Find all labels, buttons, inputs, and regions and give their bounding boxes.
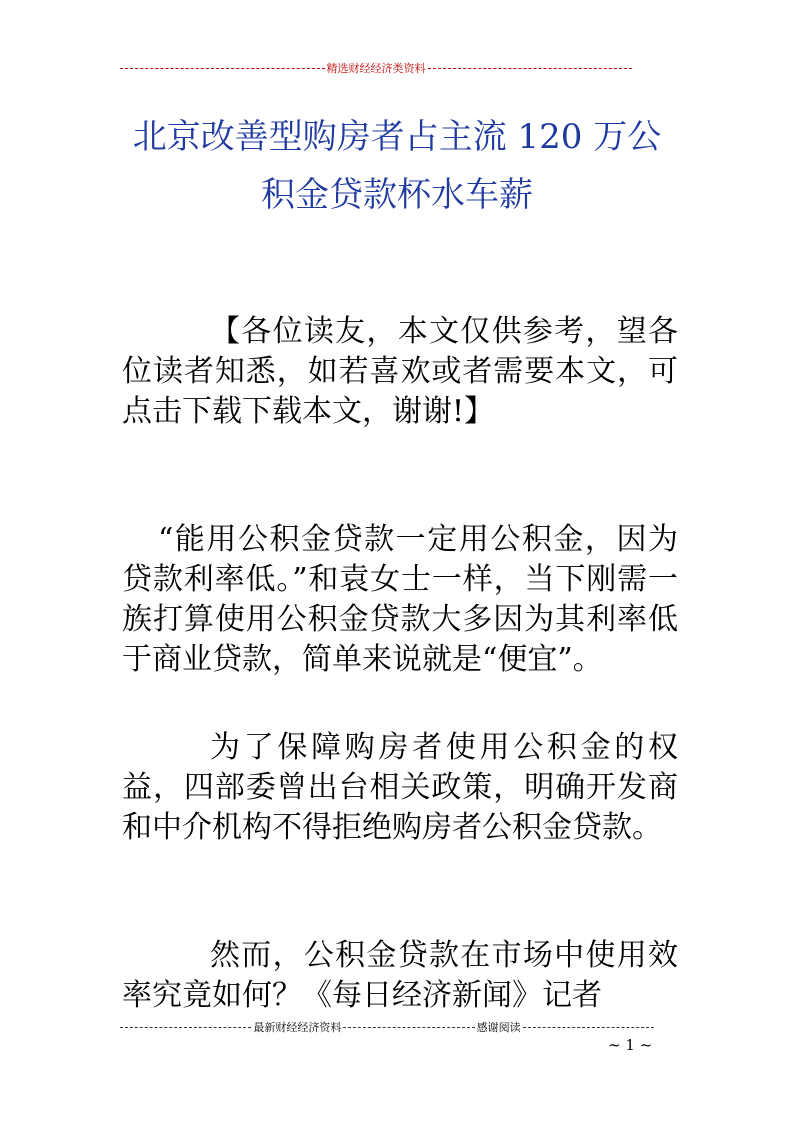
footer-dash-right — [523, 1027, 654, 1028]
page-footer — [120, 1018, 654, 1036]
footer-dash-left — [120, 1027, 251, 1028]
footer-dash-middle — [343, 1027, 474, 1028]
body-paragraph-1: “能用公积金贷款一定用公积金，因为贷款利率低。”和袁女士一样，当下刚需一族打算使用公积金贷款大多因为其利率低于商业贷款，简单来说就是“便宜”。 — [122, 522, 678, 677]
header-dash-right — [428, 68, 633, 69]
page-number: ~ 1 ~ — [608, 1036, 653, 1054]
footer-left-text: 最新财经经济资料 — [253, 1021, 342, 1034]
header-text: 精选财经经济类资料 — [326, 62, 426, 75]
title-line-1: 北京改善型购房者占主流 120 万公 — [132, 117, 662, 157]
document-title — [100, 108, 694, 224]
page-header — [120, 58, 632, 78]
body-paragraph-2: 为了保障购房者使用公积金的权益，四部委曾出台相关政策，明确开发商和中介机构不得拒绝购房者公积金贷款。 — [122, 730, 678, 845]
intro-paragraph: 【各位读友，本文仅供参考，望各位读者知悉，如若喜欢或者需要本文，可点击下载下载本文，谢谢!】 — [122, 314, 678, 429]
header-dash-left — [120, 68, 325, 69]
body-paragraph-3: 然而，公积金贷款在市场中使用效率究竟如何？《每日经济新闻》记者 — [122, 938, 678, 1013]
footer-right-text: 感谢阅读 — [476, 1021, 521, 1034]
title-line-2: 积金贷款杯水车薪 — [261, 175, 533, 215]
